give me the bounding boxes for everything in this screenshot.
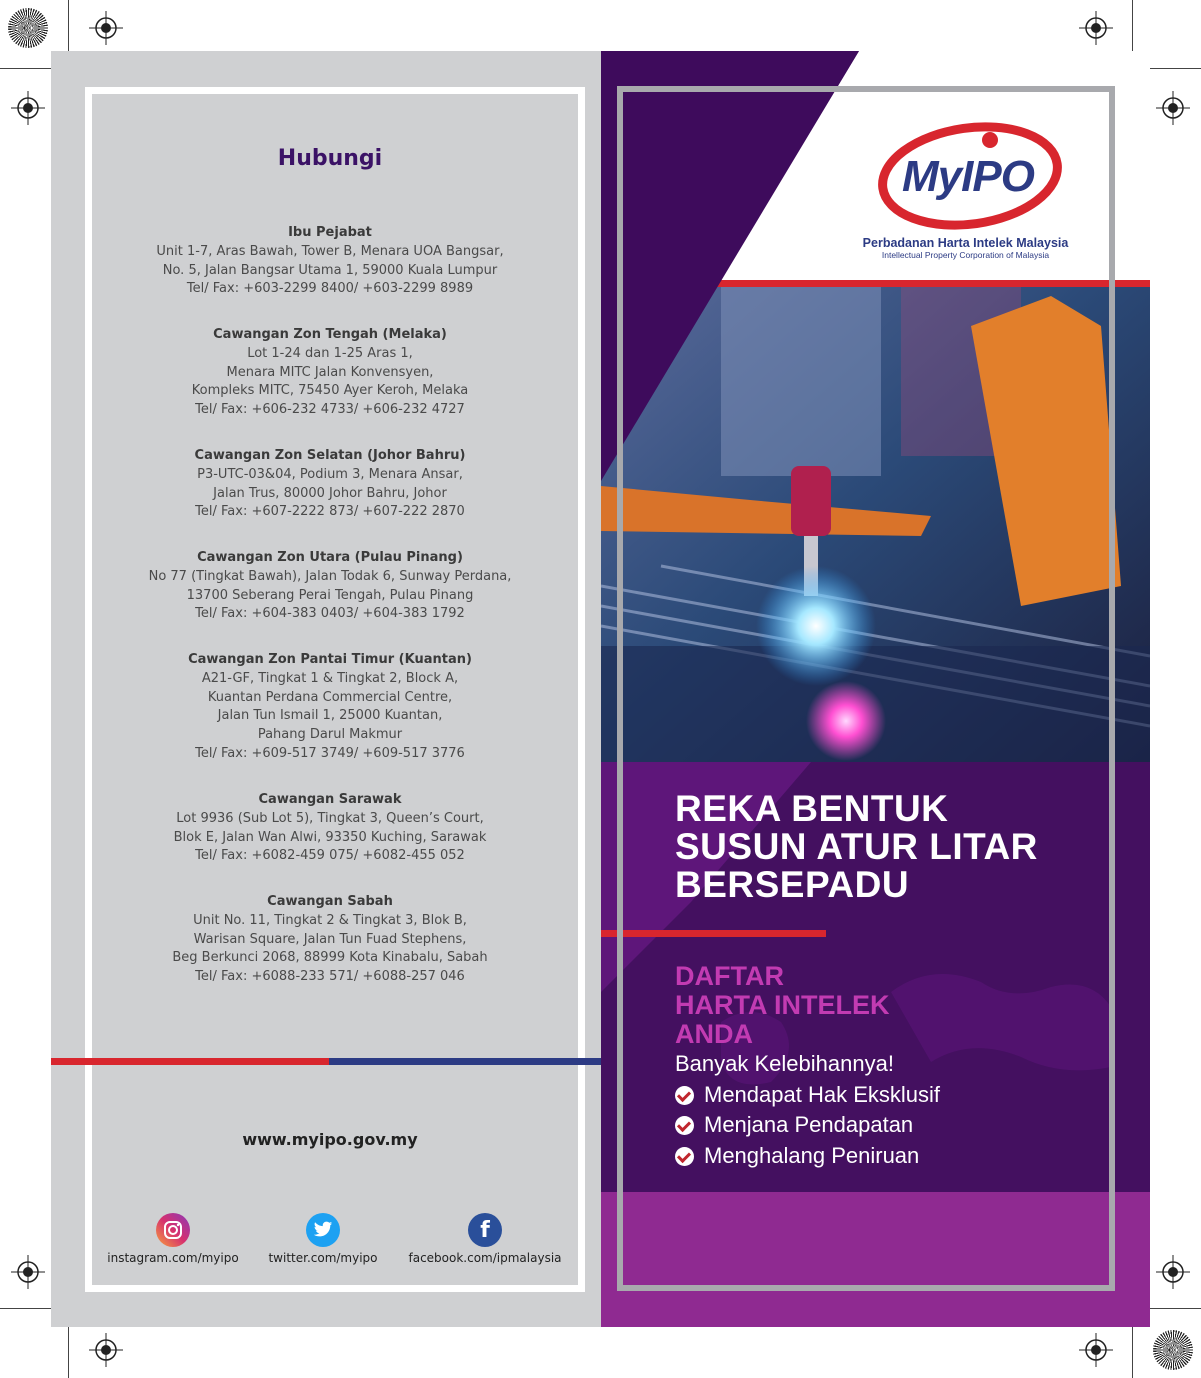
office-block xyxy=(95,224,565,299)
registration-mark-icon xyxy=(11,1255,45,1289)
social-instagram[interactable] xyxy=(88,1213,258,1265)
office-name: Cawangan Sabah xyxy=(267,894,393,909)
office-block xyxy=(95,893,565,987)
office-line: Kuantan Perdana Commercial Centre, xyxy=(207,689,453,705)
benefit-item xyxy=(675,1082,940,1108)
crop-mark xyxy=(1132,0,1133,52)
office-line: A21-GF, Tingkat 1 & Tingkat 2, Block A, xyxy=(201,670,459,686)
registration-star-icon xyxy=(8,8,48,48)
register-callout xyxy=(675,962,889,1049)
crop-mark xyxy=(1132,1326,1133,1378)
office-line: Pahang Darul Makmur xyxy=(257,727,403,743)
benefit-label: Menjana Pendapatan xyxy=(704,1112,914,1137)
office-line: 13700 Seberang Perai Tengah, Pulau Pinang xyxy=(186,587,474,603)
crop-mark xyxy=(68,1326,69,1378)
social-label: instagram.com/myipo xyxy=(107,1251,239,1265)
instagram-icon[interactable] xyxy=(156,1213,190,1247)
check-icon xyxy=(675,1116,694,1135)
office-line: No. 5, Jalan Bangsar Utama 1, 59000 Kuala Lumpur xyxy=(162,262,498,278)
office-line: Unit No. 11, Tingkat 2 & Tingkat 3, Blok B, xyxy=(193,912,467,928)
crop-mark xyxy=(0,68,52,69)
cover-title-line: BERSEPADU xyxy=(675,864,910,905)
office-name: Cawangan Zon Tengah (Melaka) xyxy=(213,327,447,342)
office-line: Warisan Square, Jalan Tun Fuad Stephens, xyxy=(193,931,467,947)
social-label: facebook.com/ipmalaysia xyxy=(408,1251,562,1265)
benefit-item xyxy=(675,1143,919,1169)
registration-mark-icon xyxy=(1079,1333,1113,1367)
office-line: Blok E, Jalan Wan Alwi, 93350 Kuching, Sarawak xyxy=(173,829,487,845)
office-line: Lot 9936 (Sub Lot 5), Tingkat 3, Queen’s Court, xyxy=(176,810,484,826)
check-icon xyxy=(675,1147,694,1166)
office-line: Jalan Tun Ismail 1, 25000 Kuantan, xyxy=(217,708,443,724)
social-label: twitter.com/myipo xyxy=(268,1251,378,1265)
office-line: Menara MITC Jalan Konvensyen, xyxy=(226,364,434,380)
benefit-item xyxy=(675,1112,913,1138)
cover-title-line: REKA BENTUK xyxy=(675,788,949,829)
register-callout-line: DAFTAR xyxy=(675,961,784,991)
office-block xyxy=(95,549,565,624)
office-block xyxy=(95,447,565,522)
office-line: Tel/ Fax: +609-517 3749/ +609-517 3776 xyxy=(195,745,465,761)
office-name: Ibu Pejabat xyxy=(288,225,372,240)
office-line: Tel/ Fax: +604-383 0403/ +604-383 1792 xyxy=(195,606,465,622)
office-line: Unit 1-7, Aras Bawah, Tower B, Menara UOA Bangsar, xyxy=(156,243,504,259)
benefit-label: Menghalang Peniruan xyxy=(704,1143,920,1168)
office-line: Tel/ Fax: +603-2299 8400/ +603-2299 8989 xyxy=(186,281,474,297)
registration-mark-icon xyxy=(89,1333,123,1367)
office-line: Jalan Trus, 80000 Johor Bahru, Johor xyxy=(213,485,447,501)
office-line: Lot 1-24 dan 1-25 Aras 1, xyxy=(247,345,413,361)
divider-stripe-blue xyxy=(329,1058,601,1065)
cover-title-line: SUSUN ATUR LITAR xyxy=(675,826,1038,867)
office-line: Tel/ Fax: +6082-459 075/ +6082-455 052 xyxy=(195,848,465,864)
office-block xyxy=(95,326,565,420)
divider-stripe-red xyxy=(51,1058,329,1065)
registration-mark-icon xyxy=(11,91,45,125)
office-line: Beg Berkunci 2068, 88999 Kota Kinabalu, Sabah xyxy=(172,950,488,966)
office-line: P3-UTC-03&04, Podium 3, Menara Ansar, xyxy=(197,466,463,482)
crop-mark xyxy=(1149,1308,1201,1309)
facebook-icon[interactable]: f xyxy=(468,1213,502,1247)
office-line: Tel/ Fax: +606-232 4733/ +606-232 4727 xyxy=(195,402,465,418)
organisation-name: Perbadanan Harta Intelek Malaysia xyxy=(862,236,1069,250)
social-facebook[interactable] xyxy=(400,1213,570,1265)
social-twitter[interactable] xyxy=(238,1213,408,1265)
office-name: Cawangan Sarawak xyxy=(258,792,402,807)
register-callout-line: HARTA INTELEK xyxy=(675,990,890,1020)
crop-mark xyxy=(1149,68,1201,69)
office-block xyxy=(95,791,565,866)
organisation-subtitle: Intellectual Property Corporation of Malaysia xyxy=(881,250,1050,260)
office-name: Cawangan Zon Utara (Pulau Pinang) xyxy=(197,550,463,565)
crop-mark xyxy=(68,0,69,52)
office-name: Cawangan Zon Pantai Timur (Kuantan) xyxy=(188,652,472,667)
registration-mark-icon xyxy=(1156,91,1190,125)
registration-star-icon xyxy=(1153,1330,1193,1370)
benefit-label: Mendapat Hak Eksklusif xyxy=(704,1082,940,1107)
office-line: Kompleks MITC, 75450 Ayer Keroh, Melaka xyxy=(191,383,469,399)
contact-heading: Hubungi xyxy=(277,146,383,171)
registration-mark-icon xyxy=(1079,11,1113,45)
crop-mark xyxy=(0,1308,52,1309)
office-name: Cawangan Zon Selatan (Johor Bahru) xyxy=(194,448,466,463)
registration-mark-icon xyxy=(1156,1255,1190,1289)
office-line: Tel/ Fax: +6088-233 571/ +6088-257 046 xyxy=(195,969,465,985)
twitter-icon[interactable] xyxy=(306,1213,340,1247)
check-icon xyxy=(675,1086,694,1105)
office-line: Tel/ Fax: +607-2222 873/ +607-222 2870 xyxy=(195,504,465,520)
website-link[interactable]: www.myipo.gov.my xyxy=(242,1130,418,1149)
office-block xyxy=(95,651,565,764)
register-callout-line: ANDA xyxy=(675,1019,753,1049)
benefits-heading: Banyak Kelebihannya! xyxy=(675,1051,894,1076)
logo-wordmark: MyIPO xyxy=(902,152,1034,201)
cover-title xyxy=(675,790,1038,904)
office-line: No 77 (Tingkat Bawah), Jalan Todak 6, Sunway Perdana, xyxy=(148,568,512,584)
registration-mark-icon xyxy=(89,11,123,45)
